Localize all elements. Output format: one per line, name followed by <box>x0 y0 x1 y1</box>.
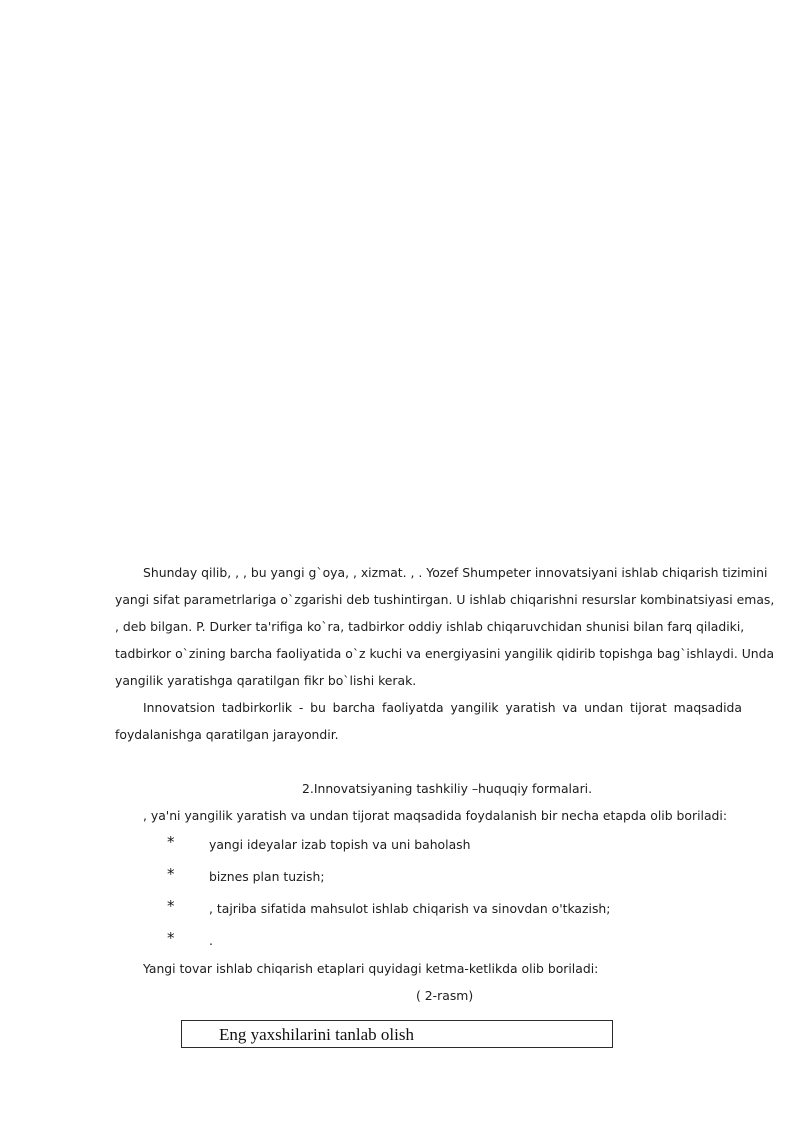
paragraph-line: Shunday qilib, , , bu yangi g`oya, , xizmat. , . Yozef Shumpeter innovatsiyani ishlab chiqarish tizimini <box>143 565 768 580</box>
paragraph-line: yangilik yaratishga qaratilgan fikr bo`lishi kerak. <box>115 673 417 688</box>
paragraph-shumpeter <box>115 559 775 694</box>
list-item <box>115 925 742 957</box>
document-body <box>115 559 775 1009</box>
list-item-text: . <box>209 933 213 948</box>
paragraph-line: yangi sifat parametrlariga o`zgarishi deb tushintirgan. U ishlab chiqarishni resurslar kombinatsiyasi emas, <box>115 592 775 607</box>
paragraph-line: tadbirkor o`zining barcha faoliyatida o`z kuchi va energiyasini yangilik qidirib topishga bag`ishlaydi. Unda <box>115 646 775 661</box>
figure-caption: ( 2-rasm) <box>416 988 474 1003</box>
paragraph-line: , deb bilgan. P. Durker ta'rifiga ko`ra, tadbirkor oddiy ishlab chiqaruvchidan shunisi bilan farq qiladiki, <box>115 619 745 634</box>
list-item-text: , tajriba sifatida mahsulot ishlab chiqarish va sinovdan o'tkazish; <box>209 901 611 916</box>
section-heading: 2.Innovatsiyaning tashkiliy –huquqiy formalari. <box>302 781 593 796</box>
stage-box-label: Eng yaxshilarini tanlab olish <box>219 1025 414 1044</box>
list-item <box>115 861 742 893</box>
asterisk-icon: * <box>167 833 175 851</box>
list-item-text: biznes plan tuzish; <box>209 869 325 884</box>
paragraph-innovative-entrepreneurship <box>115 694 742 748</box>
asterisk-icon: * <box>167 865 175 883</box>
intro-line: , ya'ni yangilik yaratish va undan tijorat maqsadida foydalanish bir necha etapda olib boriladi: <box>143 808 728 823</box>
paragraph-line: Innovatsion tadbirkorlik - bu barcha faoliyatda yangilik yaratish va undan tijorat maqsadida <box>143 700 742 715</box>
list-item-text: yangi ideyalar izab topish va uni baholash <box>209 837 471 852</box>
asterisk-icon: * <box>167 897 175 915</box>
stages-list <box>115 829 742 957</box>
list-item <box>115 893 742 925</box>
blank-line <box>115 748 742 775</box>
list-item <box>115 829 742 861</box>
paragraph-line: foydalanishga qaratilgan jarayondir. <box>115 727 339 742</box>
stages-sequence-line: Yangi tovar ishlab chiqarish etaplari quyidagi ketma-ketlikda olib boriladi: <box>143 961 599 976</box>
stage-box <box>181 1020 613 1048</box>
asterisk-icon: * <box>167 929 175 947</box>
